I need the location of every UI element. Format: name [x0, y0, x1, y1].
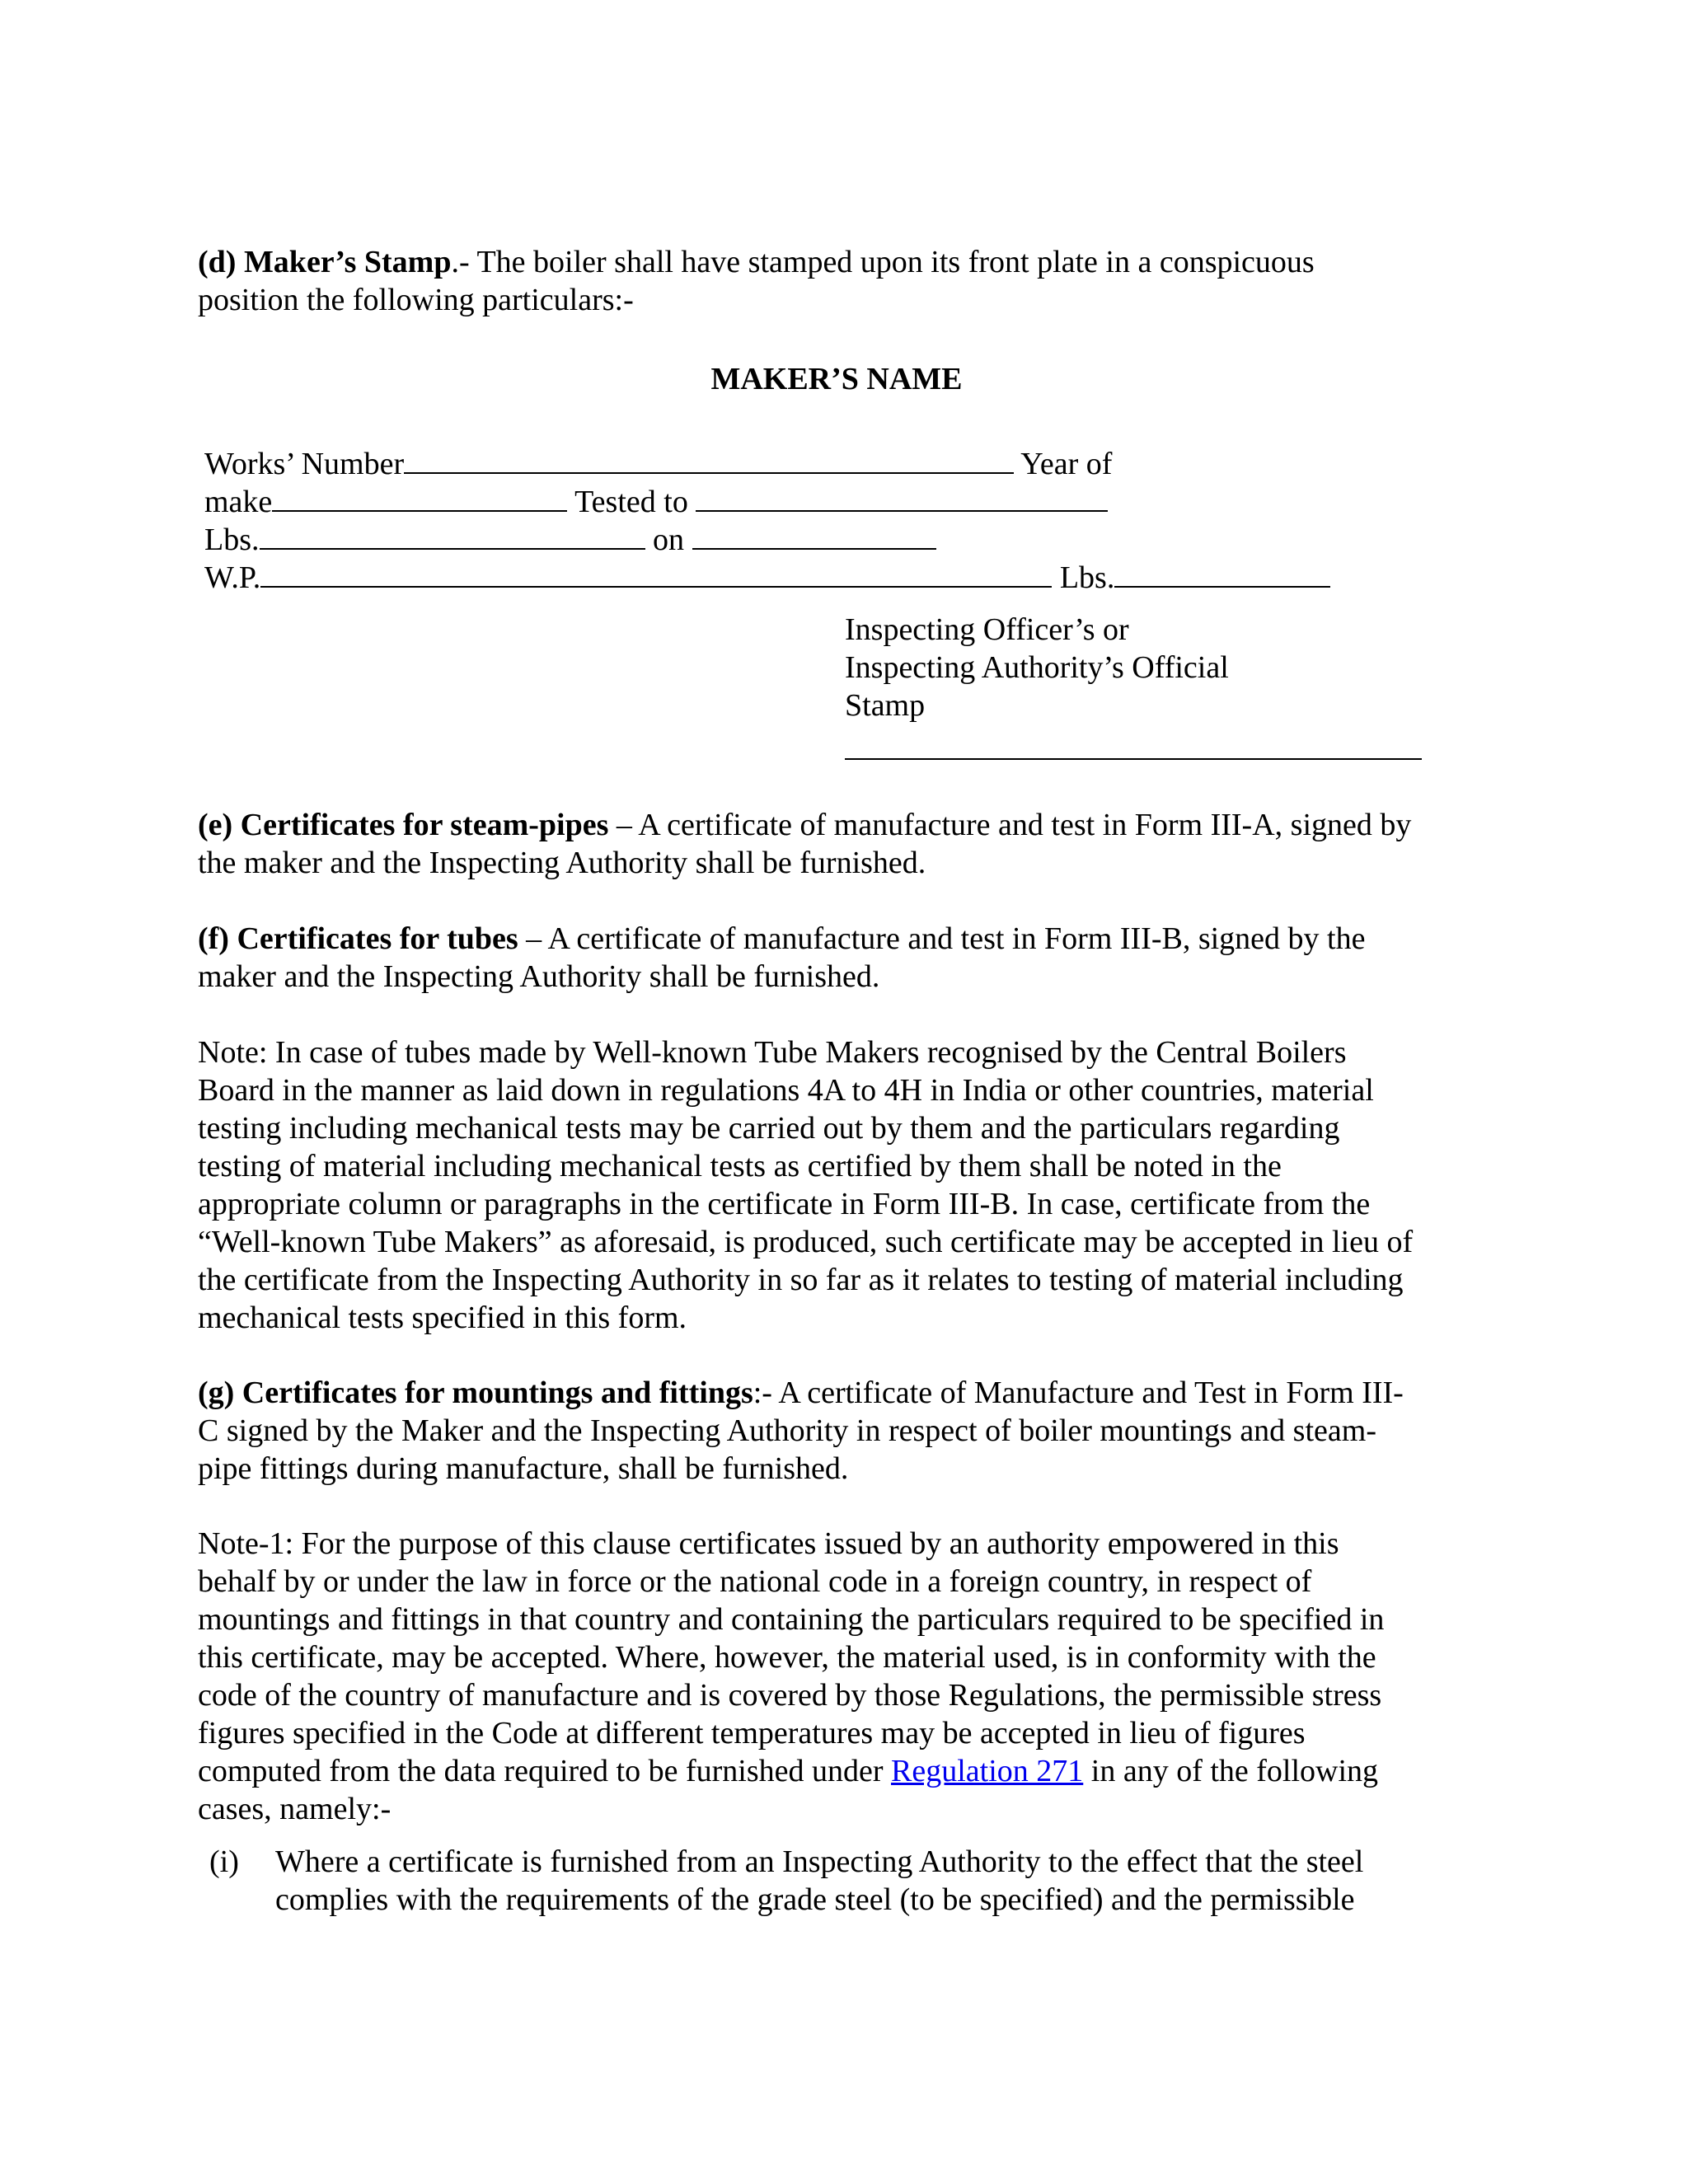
note-f-line: testing including mechanical tests may be carried out by them and the particulars regarding	[198, 1111, 1340, 1146]
make-label: make	[204, 485, 273, 519]
note-g-line-7-before: computed from the data required to be furnished under	[198, 1754, 891, 1788]
official-stamp-block	[845, 611, 1438, 724]
lbs2-blank[interactable]	[1114, 561, 1330, 588]
list-item-number: (i)	[209, 1844, 239, 1879]
section-e-label: (e) Certificates for steam-pipes	[198, 808, 609, 842]
official-stamp-line-2: Inspecting Authority’s Official	[845, 650, 1229, 685]
lbs-blank[interactable]	[260, 523, 645, 550]
note-f-line: mechanical tests specified in this form.	[198, 1301, 687, 1335]
tested-to-label: Tested to	[574, 485, 688, 519]
section-g-text-1: :- A certificate of Manufacture and Test in Form III-	[753, 1376, 1404, 1410]
section-f-text-1: – A certificate of manufacture and test in Form III-B, signed by the	[518, 921, 1366, 956]
note-f-line: testing of material including mechanical tests as certified by them shall be noted in the	[198, 1149, 1282, 1183]
section-g-paragraph	[198, 1374, 1484, 1488]
lbs2-label: Lbs.	[1059, 560, 1115, 595]
note-g-line: this certificate, may be accepted. Where, however, the material used, is in conformity with the	[198, 1640, 1376, 1675]
section-f-text-2: maker and the Inspecting Authority shall be furnished.	[198, 959, 880, 994]
form-line-wp	[204, 559, 1330, 597]
list-item-line-2: complies with the requirements of the grade steel (to be specified) and the permissible	[275, 1882, 1355, 1917]
note-f-line: Note: In case of tubes made by Well-known Tube Makers recognised by the Central Boilers	[198, 1035, 1347, 1070]
note-f-line: Board in the manner as laid down in regulations 4A to 4H in India or other countries, material	[198, 1073, 1374, 1108]
section-g-text-3: pipe fittings during manufacture, shall be furnished.	[198, 1451, 849, 1486]
section-e-text-2: the maker and the Inspecting Authority shall be furnished.	[198, 846, 926, 880]
section-f-label: (f) Certificates for tubes	[198, 921, 518, 956]
note-g-line: figures specified in the Code at different temperatures may be accepted in lieu of figures	[198, 1716, 1306, 1750]
on-label: on	[653, 523, 684, 557]
note-g-line: behalf by or under the law in force or the national code in a foreign country, in respect of	[198, 1564, 1312, 1599]
section-d-paragraph	[198, 243, 1484, 319]
section-e-text-1: – A certificate of manufacture and test in Form III-A, signed by	[608, 808, 1412, 842]
note-f-paragraph	[198, 1033, 1484, 1337]
note-g-line-7-after: in any of the following	[1083, 1754, 1379, 1788]
lbs-label: Lbs.	[204, 523, 260, 557]
note-g-paragraph	[198, 1525, 1484, 1828]
section-g-text-2: C signed by the Maker and the Inspecting Authority in respect of boiler mountings and steam-	[198, 1413, 1376, 1448]
section-d-text-2: position the following particulars:-	[198, 283, 634, 317]
make-blank[interactable]	[272, 485, 567, 512]
on-blank[interactable]	[692, 523, 936, 550]
works-number-label: Works’ Number	[204, 447, 405, 481]
section-f-paragraph	[198, 920, 1484, 996]
section-d-text-1: .- The boiler shall have stamped upon its front plate in a conspicuous	[451, 245, 1315, 279]
section-g-label: (g) Certificates for mountings and fittings	[198, 1376, 753, 1410]
form-line-works-number	[204, 445, 1112, 483]
wp-label: W.P.	[204, 560, 261, 595]
list-item-text	[275, 1843, 1363, 1919]
list-item-line-1: Where a certificate is furnished from an Inspecting Authority to the effect that the steel	[275, 1844, 1364, 1879]
official-stamp-line-3: Stamp	[845, 688, 926, 723]
note-g-line: mountings and fittings in that country and containing the particulars required to be specified in	[198, 1602, 1385, 1637]
note-g-line: code of the country of manufacture and is covered by those Regulations, the permissible stress	[198, 1678, 1382, 1713]
section-d-label: (d) Maker’s Stamp	[198, 245, 452, 279]
regulation-271-link[interactable]: Regulation 271	[891, 1754, 1084, 1788]
year-of-label: Year of	[1020, 447, 1113, 481]
note-f-line: “Well-known Tube Makers” as aforesaid, is produced, such certificate may be accepted in lieu of	[198, 1225, 1414, 1259]
official-stamp-signature-line[interactable]	[845, 758, 1422, 760]
works-number-blank[interactable]	[404, 448, 1014, 474]
makers-name-title: MAKER’S NAME	[710, 362, 963, 396]
form-line-lbs	[204, 521, 936, 559]
form-line-make	[204, 483, 1108, 521]
note-f-line: appropriate column or paragraphs in the certificate in Form III-B. In case, certificate from the	[198, 1187, 1371, 1221]
official-stamp-line-1: Inspecting Officer’s or	[845, 612, 1129, 647]
note-f-line: the certificate from the Inspecting Authority in so far as it relates to testing of material including	[198, 1263, 1404, 1297]
note-g-line-7	[198, 1752, 1484, 1790]
note-g-line: Note-1: For the purpose of this clause certificates issued by an authority empowered in this	[198, 1526, 1339, 1561]
tested-to-blank[interactable]	[696, 485, 1108, 512]
section-e-paragraph	[198, 806, 1484, 882]
note-g-line-8: cases, namely:-	[198, 1792, 392, 1826]
wp-blank[interactable]	[260, 561, 1052, 588]
